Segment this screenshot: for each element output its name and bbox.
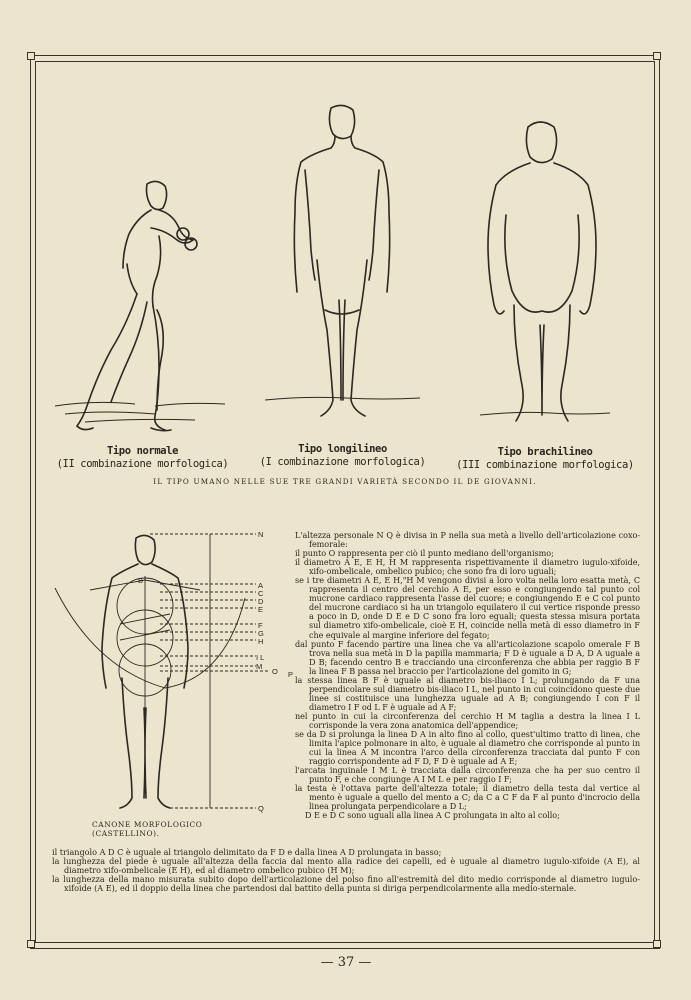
- text-paragraph: il punto O rappresenta per ciò il punto mediano dell'organismo;: [295, 548, 554, 559]
- figures-overall-caption: IL TIPO UMANO NELLE SUE TRE GRANDI VARIETÀ SECONDO IL DE GIOVANNI.: [153, 477, 537, 486]
- canon-description: [295, 531, 640, 821]
- figure-title: Tipo longilineo: [298, 443, 387, 455]
- canon-label-q: Q: [258, 804, 264, 813]
- text-paragraph: la lunghezza della mano misurata subito dopo dell'articolazione del polso fino all'estremità del dito medio corrisponde al diametro iugulo-xifoide (A E), ed il doppio della linea che partendosi dal battito della punta si diriga perpendicolarmente alla medio-sternale.: [52, 874, 640, 894]
- text-paragraph: l'arcata inguinale I M L è tracciata dalla circonferenza che ha per suo centro il punto F, e che congiunge A I M L e per raggio I F;: [295, 765, 640, 785]
- text-paragraph: D E e D C sono uguali alla linea A C prolungata in alto al collo;: [305, 810, 560, 821]
- canon-description-continued: [52, 848, 640, 893]
- text-paragraph: dal punto F facendo partire una linea che va all'articolazione scapolo omerale F B trova nella sua metà in D la papilla mammaria; F D è uguale a D A, D A uguale a D B; facendo centro B e tracciando una circonferenza che abbia per raggio B F la linea F B passa nel braccio per l'articolazione del gomito in G;: [295, 638, 640, 676]
- figure-brachilineo-type: [480, 115, 610, 435]
- figure-caption-brachilineo: [450, 446, 640, 472]
- figure-subtitle: (II combinazione morfologica): [56, 458, 229, 470]
- text-paragraph: la testa è l'ottava parte dell'altezza totale; il diametro della testa dal vertice al mento è uguale a quello del mento a C; da C a C F da F al punto d'incrocio della linea prolungata perpendicolare a D L;: [295, 783, 640, 812]
- figure-caption-normal: [50, 445, 235, 471]
- frame-corner: [653, 940, 661, 948]
- canon-label-c: C: [258, 589, 264, 598]
- figure-title: Tipo normale: [106, 445, 179, 457]
- text-paragraph: la stessa linea B F è uguale al diametro bis-iliaco I L; prolungando da F una perpendicolare sul diametro bis-iliaco I L, nel punto in cui coincidono queste due linee si costituisce una lunghezza uguale ad A B; congiungendo I con F il diametro I F od L F è uguale ad A F;: [295, 674, 640, 712]
- text-paragraph: se i tre diametri A E, E H,"H M vengono divisi a loro volta nella loro esatta metà, C rappresenta il centro del cerchio A E, per esso e congiungendo tal punto col mucrone cardiaco rappresenta l'asse del cuore; e congiungendo E e C col punto del mucrone cardiaco si ha un triangolo equilatero il cui vertice risponde presso a poco in D, onde D E e D C sono fra loro eguali; questa stessa misura portata sul diametro xifo-ombelicale, cioè E H, coincide nella metà di esso diametro in F che equivale al margine inferiore del fegato;: [295, 575, 640, 640]
- canon-label-b: B: [138, 576, 144, 585]
- canon-label-n: N: [258, 530, 264, 539]
- canon-diagram: [50, 528, 300, 818]
- canon-label-o: O: [272, 667, 278, 676]
- frame-corner: [27, 940, 35, 948]
- canon-label-e: E: [258, 605, 264, 614]
- canon-label-f: F: [258, 621, 263, 630]
- canon-caption: CANONE MORFOLOGICO (CASTELLINO).: [92, 820, 203, 838]
- figure-normal-type: [55, 170, 235, 440]
- canon-label-m: M: [256, 662, 263, 671]
- figure-subtitle: (III combinazione morfologica): [456, 459, 634, 471]
- text-paragraph: il diametro A E, E H, H M rappresenta rispettivamente il diametro iugulo-xifoide, xifo-ombelicale, ombelico pubico; che sono fra di loro uguali;: [295, 557, 640, 577]
- frame-corner: [27, 52, 35, 60]
- text-paragraph: se da D si prolunga la linea D A in alto fino al collo, quest'ultimo tratto di linea, che limita l'apice polmonare in alto, è uguale al diametro che corrisponde al punto in cui la linea A M incontra l'arco della circonferenza tracciata dal punto F con raggio corrispondente ad F D, F D è uguale ad A E;: [295, 729, 640, 767]
- canon-label-d: D: [258, 597, 264, 606]
- canon-label-g: G: [258, 629, 264, 638]
- text-paragraph: il triangolo A D C è uguale al triangolo delimitato da F D e dalla linea A D prolungata in basso;: [52, 847, 442, 857]
- page-number: — 37 —: [320, 955, 372, 970]
- figure-subtitle: (I combinazione morfologica): [259, 456, 426, 468]
- canon-label-a: A: [258, 581, 264, 590]
- canon-label-p: P: [288, 670, 294, 679]
- text-paragraph: la lunghezza del piede è uguale all'altezza della faccia dal mento alla radice dei capelli, ed è uguale al diametro iugulo-xifoide (A E), al diametro xifo-ombelicale (E H), ed al diametro ombelico pubico (H M);: [52, 856, 640, 876]
- figure-caption-longilineo: [250, 443, 435, 469]
- text-paragraph: L'altezza personale N Q è divisa in P nella sua metà a livello dell'articolazione coxo-femorale:: [295, 530, 640, 550]
- figure-title: Tipo brachilineo: [497, 446, 593, 458]
- canon-label-il: I L: [256, 653, 265, 662]
- text-paragraph: nel punto in cui la circonferenza del cerchio H M taglia a destra la linea I L corrisponde la vera zona anatomica dell'appendice;: [295, 710, 640, 730]
- canon-label-h: H: [258, 637, 264, 646]
- frame-corner: [653, 52, 661, 60]
- figure-longilineo-type: [265, 100, 420, 435]
